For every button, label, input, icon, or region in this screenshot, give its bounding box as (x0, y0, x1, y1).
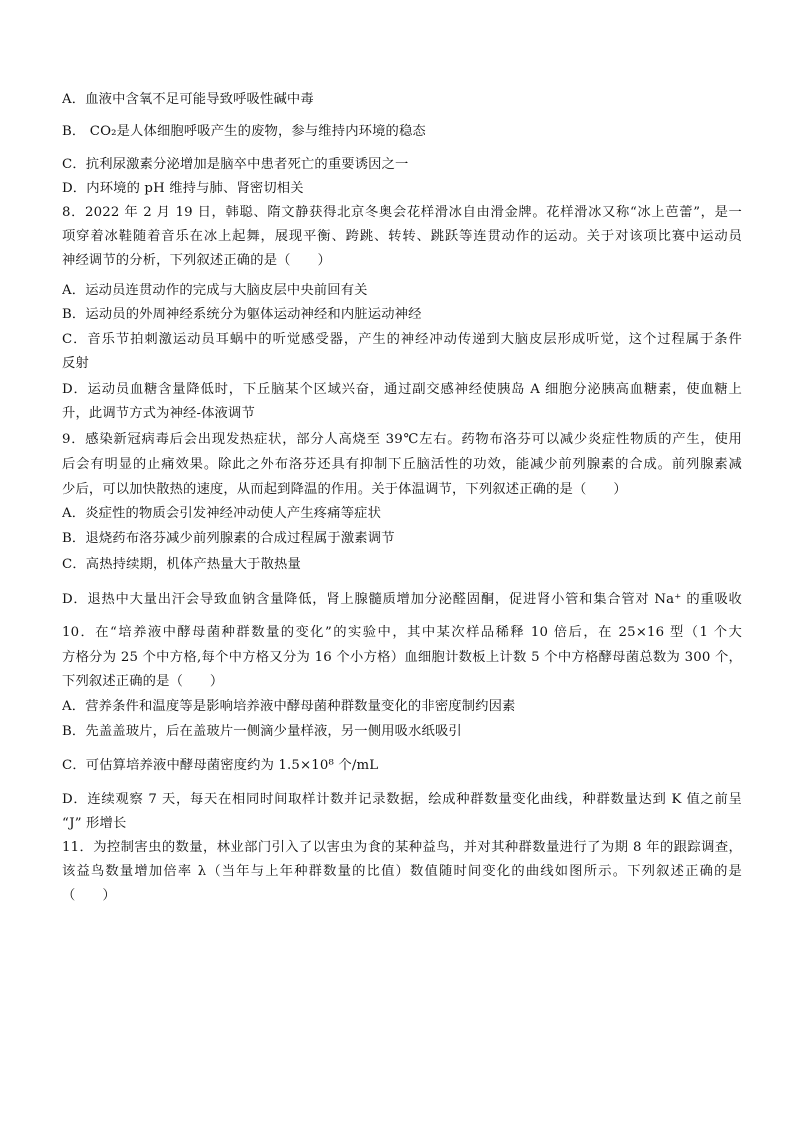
q11-stem-line-3: （ ） (62, 888, 116, 903)
q10-option-c: C．可估算培养液中酵母菌密度约为 1.5×10⁸ 个/mL (62, 758, 379, 773)
q10-stem-line-2: 方格分为 25 个中方格,每个中方格又分为 16 个小方格）血细胞计数板上计数 5 个中方格酵母菌总数为 300 个， (62, 650, 742, 665)
q7-option-c: C．抗利尿激素分泌增加是脑卒中患者死亡的重要诱因之一 (62, 157, 409, 172)
q8-option-b: B．运动员的外周神经系统分为躯体运动神经和内脏运动神经 (62, 307, 422, 322)
q9-option-b: B．退烧药布洛芬减少前列腺素的合成过程属于激素调节 (62, 531, 395, 546)
q9-option-a: A．炎症性的物质会引发神经冲动使人产生疼痛等症状 (62, 506, 382, 521)
q9-option-d: D．退热中大量出汗会导致血钠含量降低，肾上腺髓质增加分泌醛固酮，促进肾小管和集合管对 Na⁺ 的重吸收 (62, 592, 742, 607)
q9-stem-line-1: 9．感染新冠病毒后会出现发热症状，部分人高烧至 39℃左右。药物布洛芬可以减少炎症性物质的产生，使用 (62, 432, 742, 447)
q8-option-c-line-2: 反射 (62, 356, 89, 371)
q10-option-d-line-2: “J” 形增长 (62, 816, 127, 831)
q8-stem-line-1: 8．2022 年 2 月 19 日，韩聪、隋文静获得北京冬奥会花样滑冰自由滑金牌。花样滑冰又称“冰上芭蕾”，是一 (62, 205, 742, 220)
q8-option-d-line-1: D．运动员血糖含量降低时，下丘脑某个区域兴奋，通过副交感神经使胰岛 A 细胞分泌胰高血糖素，使血糖上 (62, 382, 742, 397)
q9-stem-line-3: 少后，可以加快散热的速度，从而起到降温的作用。关于体温调节，下列叙述正确的是（ ） (62, 482, 627, 497)
q10-option-a: A．营养条件和温度等是影响培养液中酵母菌种群数量变化的非密度制约因素 (62, 699, 516, 714)
q7-option-a: A．血液中含氧不足可能导致呼吸性碱中毒 (62, 92, 314, 107)
q9-option-c: C．高热持续期，机体产热量大于散热量 (62, 557, 301, 572)
q9-stem-line-2: 后会有明显的止痛效果。除此之外布洛芬还具有抑制下丘脑活性的功效，能减少前列腺素的合成。前列腺素减 (62, 457, 742, 472)
q8-stem-line-3: 神经调节的分析，下列叙述正确的是（ ） (62, 253, 331, 268)
q8-option-c-line-1: C．音乐节拍刺激运动员耳蜗中的听觉感受器，产生的神经冲动传递到大脑皮层形成听觉，这个过程属于条件 (62, 332, 742, 347)
q7-option-b: B． CO₂是人体细胞呼吸产生的废物，参与维持内环境的稳态 (62, 124, 426, 139)
q10-stem-line-1: 10．在“培养液中酵母菌种群数量的变化”的实验中，其中某次样品稀释 10 倍后，在 25×16 型（1 个大 (62, 625, 742, 640)
q8-option-d-line-2: 升，此调节方式为神经-体液调节 (62, 406, 255, 421)
q8-option-a: A．运动员连贯动作的完成与大脑皮层中央前回有关 (62, 283, 368, 298)
q8-stem-line-2: 项穿着冰鞋随着音乐在冰上起舞，展现平衡、跨跳、转转、跳跃等连贯动作的运动。关于对该项比赛中运动员 (62, 229, 742, 244)
q10-stem-line-3: 下列叙述正确的是（ ） (62, 674, 224, 689)
q10-option-b: B．先盖盖玻片，后在盖玻片一侧滴少量样液，另一侧用吸水纸吸引 (62, 724, 462, 739)
q10-option-d-line-1: D．连续观察 7 天，每天在相同时间取样计数并记录数据，绘成种群数量变化曲线，种群数量达到 K 值之前呈 (62, 792, 742, 807)
q7-option-d: D．内环境的 pH 维持与肺、肾密切相关 (62, 181, 304, 196)
q11-stem-line-1: 11．为控制害虫的数量，林业部门引入了以害虫为食的某种益鸟，并对其种群数量进行了为期 8 年的跟踪调查， (62, 840, 742, 855)
q11-stem-line-2: 该益鸟数量增加倍率 λ（当年与上年种群数量的比值）数值随时间变化的曲线如图所示。下列叙述正确的是 (62, 864, 742, 879)
